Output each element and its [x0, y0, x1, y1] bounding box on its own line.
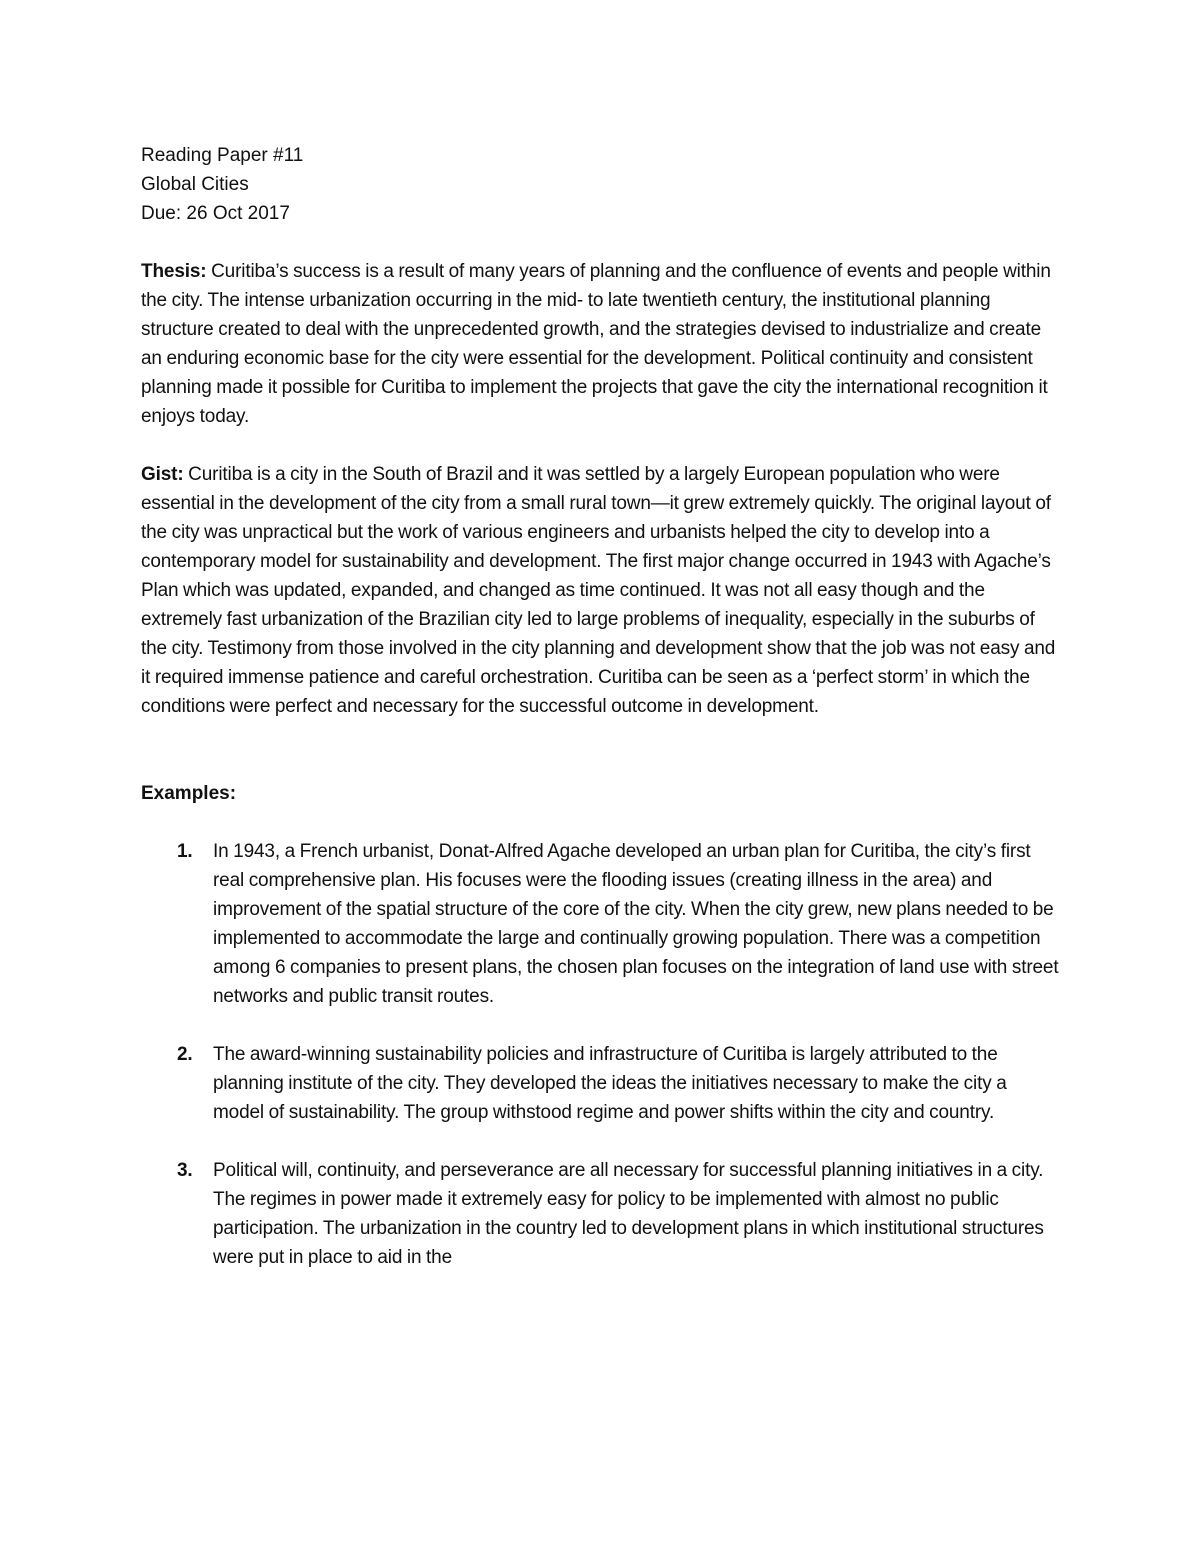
example-number: 1.: [177, 841, 193, 862]
example-text: In 1943, a French urbanist, Donat-Alfred Agache developed an urban plan for Curitiba, the city’s first real comprehensive plan. His focuses were the flooding issues (creating illness in the area) and improvement of the spatial structure of the core of the city. When the city grew, new plans needed to be implemented to accommodate the large and continually growing population. There was a competition among 6 companies to present plans, the chosen plan focuses on the integration of land use with street networks and public transit routes.: [213, 841, 1059, 1007]
example-number: 3.: [177, 1160, 193, 1181]
gist-paragraph: [141, 460, 1061, 721]
example-number: 2.: [177, 1044, 193, 1065]
gist-text: Curitiba is a city in the South of Brazil and it was settled by a largely European population who were essential in the development of the city from a small rural town—it grew extremely quickly. The original layout of the city was unpractical but the work of various engineers and urbanists helped the city to develop into a contemporary model for sustainability and development. The first major change occurred in 1943 with Agache’s Plan which was updated, expanded, and changed as time continued. It was not all easy though and the extremely fast urbanization of the Brazilian city led to large problems of inequality, especially in the suburbs of the city. Testimony from those involved in the city planning and development show that the job was not easy and it required immense patience and careful orchestration. Curitiba can be seen as a ‘perfect storm’ in which the conditions were perfect and necessary for the successful outcome in development.: [141, 464, 1056, 717]
paper-title: Reading Paper #11: [141, 145, 304, 166]
course-name: Global Cities: [141, 174, 249, 195]
thesis-label: Thesis:: [141, 261, 207, 282]
document-header: [141, 141, 1061, 228]
example-item-3: [141, 1156, 1061, 1272]
gist-label: Gist:: [141, 464, 184, 485]
example-item-1: [141, 837, 1061, 1011]
document-page: [141, 141, 1061, 1301]
example-item-2: [141, 1040, 1061, 1127]
example-text: The award-winning sustainability policies and infrastructure of Curitiba is largely attributed to the planning institute of the city. They developed the ideas the initiatives necessary to make the city a model of sustainability. The group withstood regime and power shifts within the city and country.: [213, 1044, 1007, 1123]
examples-heading: Examples:: [141, 783, 237, 804]
thesis-text: Curitiba’s success is a result of many years of planning and the confluence of events and people within the city. The intense urbanization occurring in the mid- to late twentieth century, the institutional planning structure created to deal with the unprecedented growth, and the strategies devised to industrialize and create an enduring economic base for the city were essential for the development. Political continuity and consistent planning made it possible for Curitiba to implement the projects that gave the city the international recognition it enjoys today.: [141, 261, 1051, 427]
examples-list: [141, 837, 1061, 1272]
due-date: Due: 26 Oct 2017: [141, 203, 290, 224]
example-text: Political will, continuity, and perseverance are all necessary for successful planning initiatives in a city. The regimes in power made it extremely easy for policy to be implemented with almost no public participation. The urbanization in the country led to development plans in which institutional structures were put in place to aid in the: [213, 1160, 1044, 1268]
thesis-paragraph: [141, 257, 1061, 431]
